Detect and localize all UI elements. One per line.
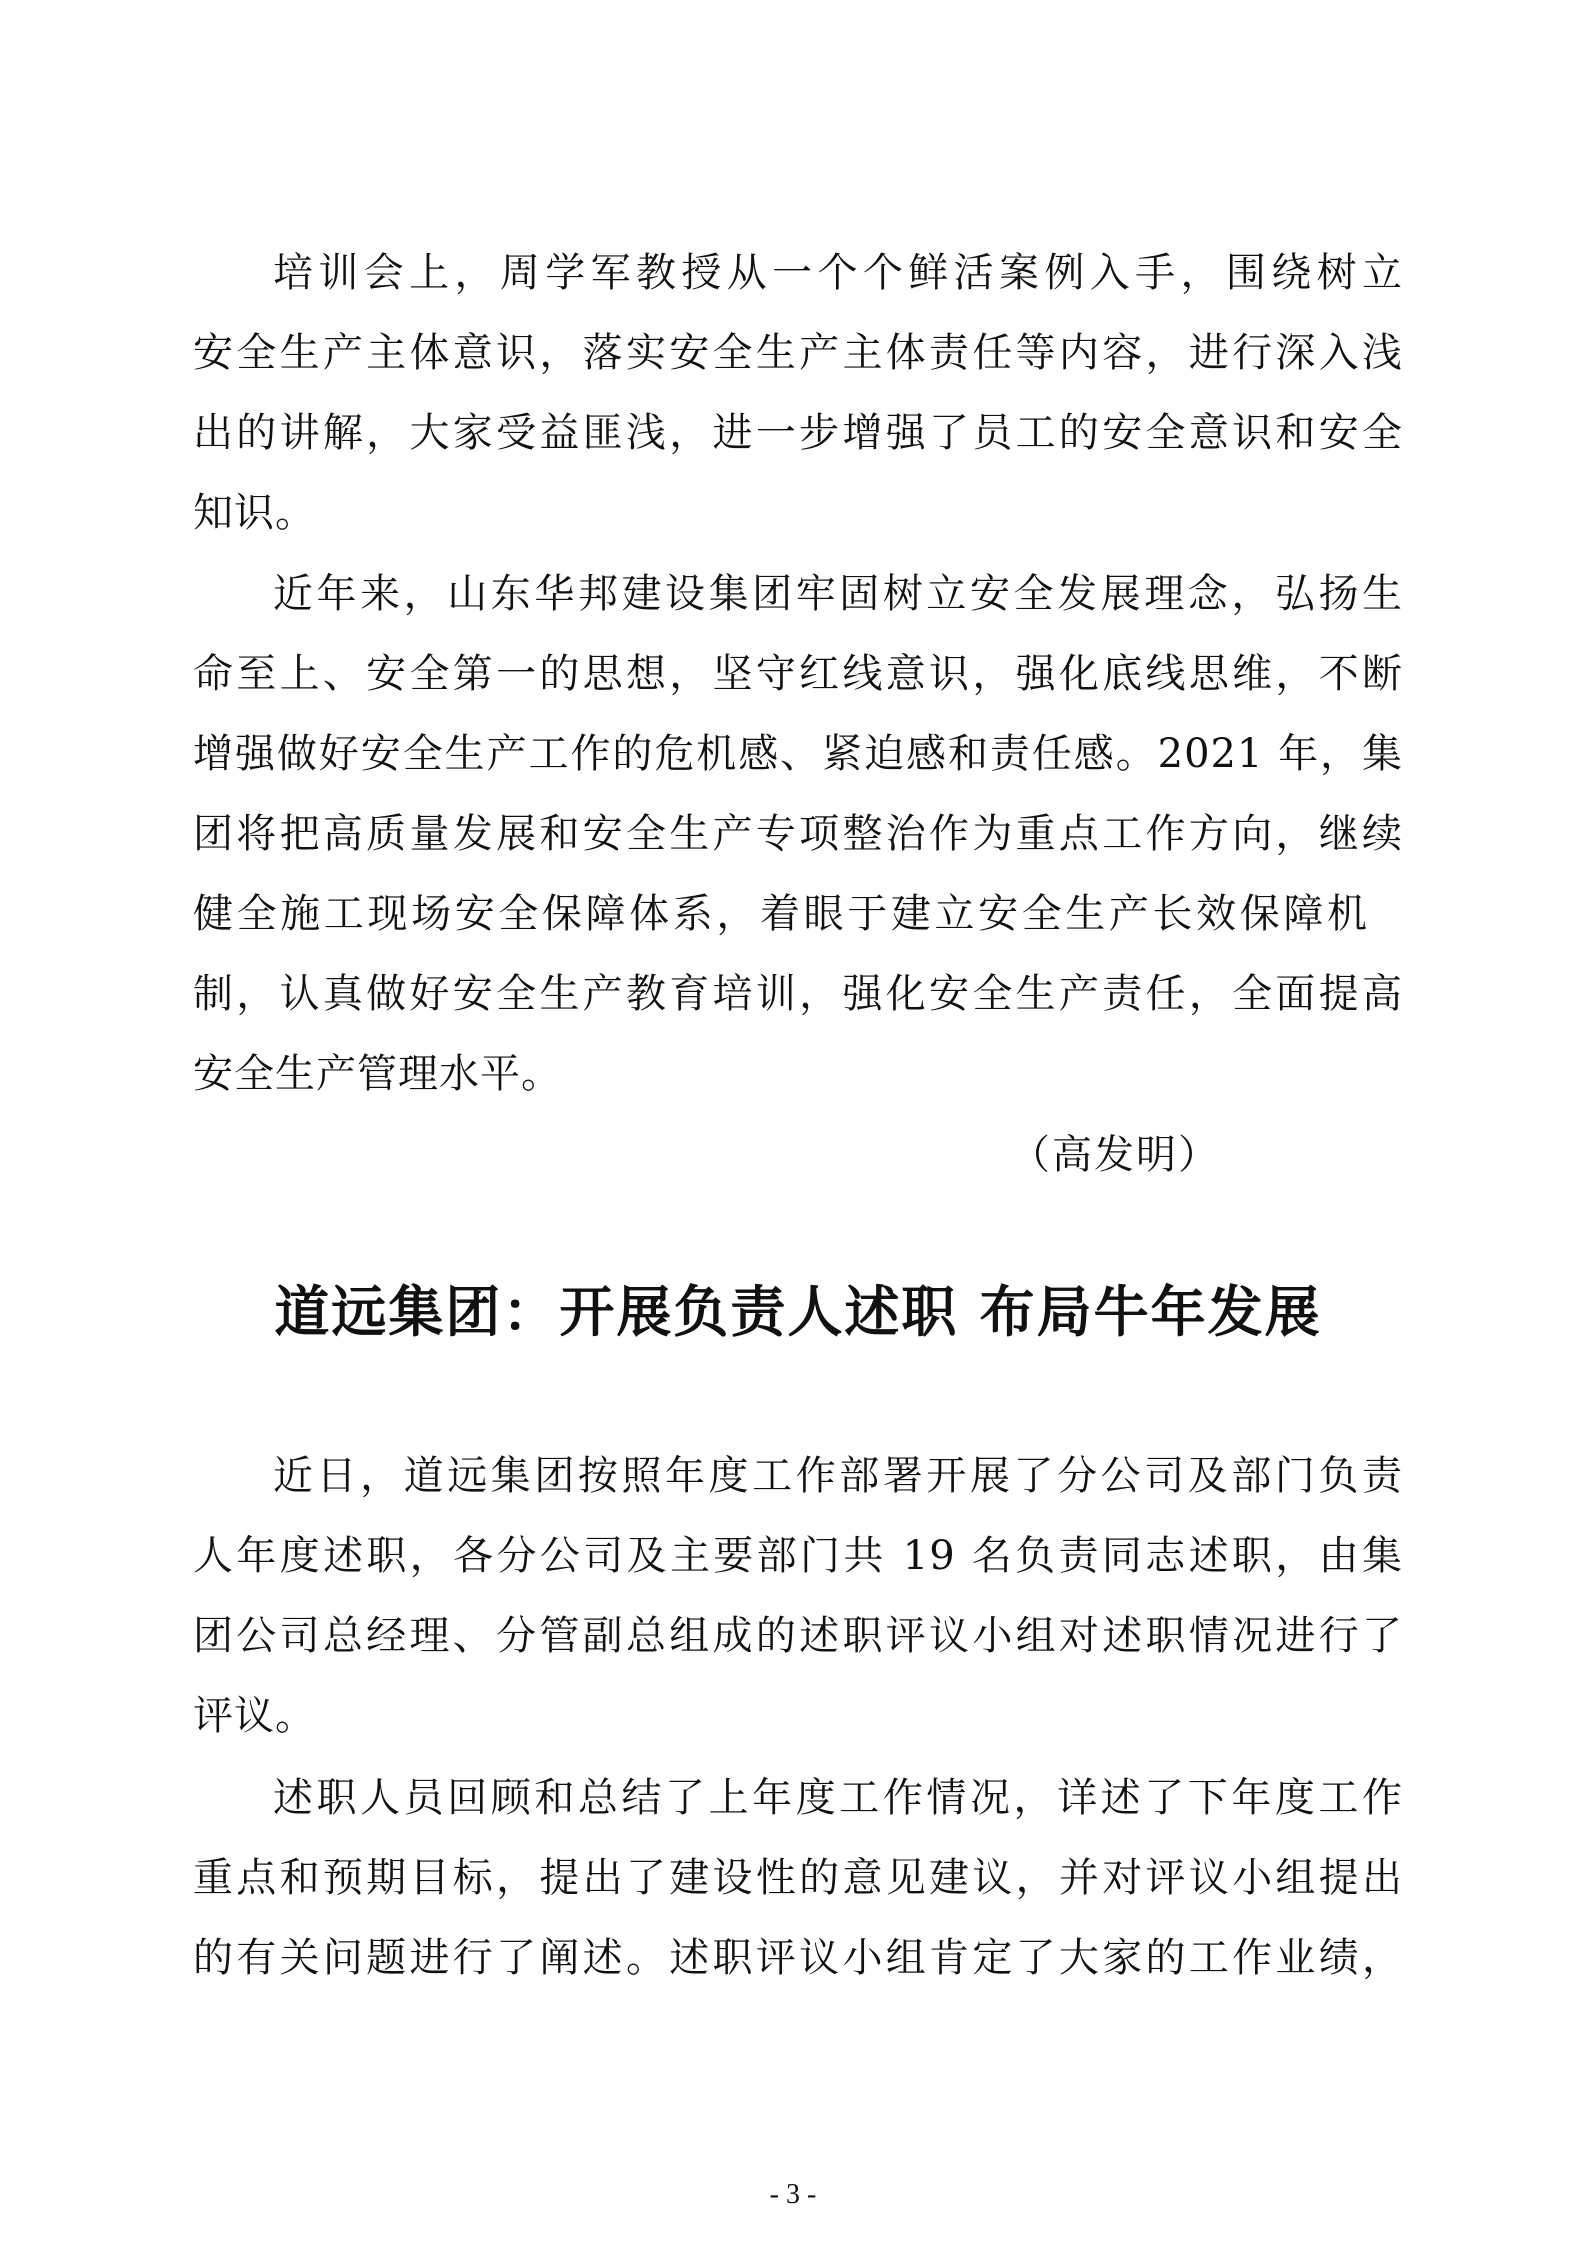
text-line: 团将把高质量发展和安全生产专项整治作为重点工作方向，继续 <box>193 811 1403 857</box>
text-line: 团公司总经理、分管副总组成的述职评议小组对述职情况进行了 <box>193 1613 1403 1659</box>
text-line: 命至上、安全第一的思想，坚守红线意识，强化底线思维，不断 <box>193 651 1403 697</box>
text-line: 述职人员回顾和总结了上年度工作情况，详述了下年度工作 <box>273 1775 1403 1821</box>
text-line: 知识。 <box>193 490 316 536</box>
text-line: 近日，道远集团按照年度工作部署开展了分公司及部门负责 <box>273 1453 1403 1499</box>
text-line: 出的讲解，大家受益匪浅，进一步增强了员工的安全意识和安全 <box>193 410 1403 456</box>
text-line: 人年度述职，各分公司及主要部门共 19 名负责同志述职，由集 <box>193 1533 1403 1579</box>
text-line: 制，认真做好安全生产教育培训，强化安全生产责任，全面提高 <box>193 971 1403 1017</box>
page-number: - 3 - <box>769 2179 817 2210</box>
text-line: 安全生产管理水平。 <box>193 1051 562 1097</box>
article-headline: 道远集团：开展负责人述职 布局牛年发展 <box>274 1279 1322 1344</box>
text-line: 安全生产主体意识，落实安全生产主体责任等内容，进行深入浅 <box>193 330 1403 376</box>
text-line: 重点和预期目标，提出了建设性的意见建议，并对评议小组提出 <box>193 1855 1403 1901</box>
author-byline: （高发明） <box>1010 1132 1220 1178</box>
text-line: 健全施工现场安全保障体系，着眼于建立安全生产长效保障机 <box>193 891 1368 937</box>
text-line: 近年来，山东华邦建设集团牢固树立安全发展理念，弘扬生 <box>273 571 1403 617</box>
text-line: 培训会上，周学军教授从一个个鲜活案例入手，围绕树立 <box>273 250 1403 296</box>
text-line: 的有关问题进行了阐述。述职评议小组肯定了大家的工作业绩， <box>193 1935 1403 1981</box>
text-line: 评议。 <box>193 1693 316 1739</box>
text-line: 增强做好安全生产工作的危机感、紧迫感和责任感。2021 年，集 <box>193 731 1403 777</box>
